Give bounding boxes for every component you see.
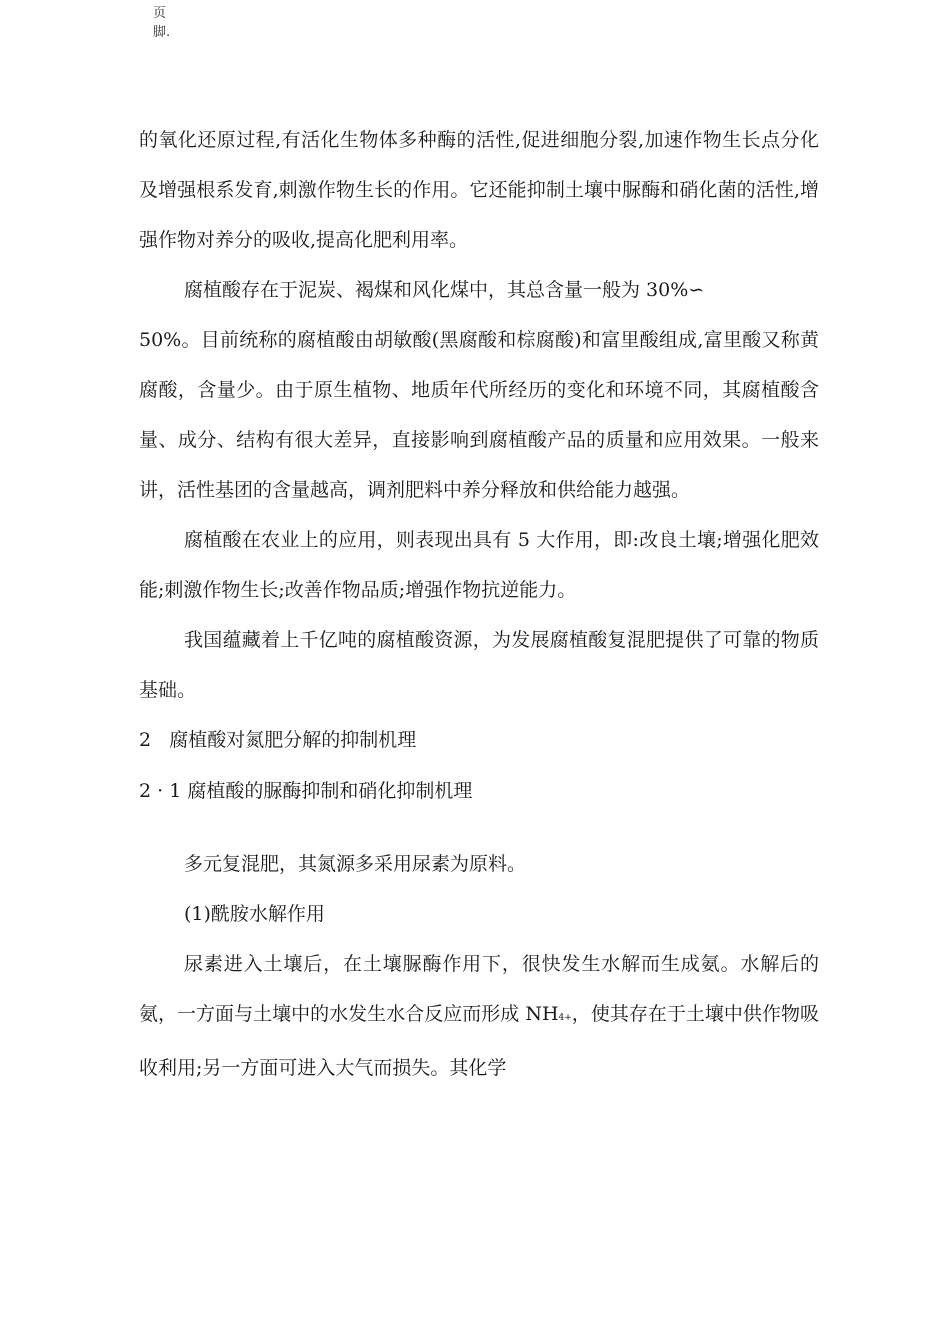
spacer [139, 817, 819, 839]
ammonium-subscript: 4+ [558, 1013, 572, 1023]
page-footer-mark [153, 4, 170, 42]
section-heading-2-1: 2 · 1 腐植酸的脲酶抑制和硝化抑制机理 [139, 780, 473, 802]
section-heading-2: 2 腐植酸对氮肥分解的抑制机理 [139, 729, 417, 751]
paragraph-amide-hydrolysis-title: (1)酰胺水解作用 [184, 903, 325, 925]
paragraph-humic-source: 50%。目前统称的腐植酸由胡敏酸(黑腐酸和棕腐酸)和富里酸组成,富里酸又称黄腐酸，含量少。由于原生植物、地质年代所经历的变化和环境不同，其腐植酸含量、成分、结构有很大差异，直接影响到腐植酸产品的质量和应用效果。一般来讲，活性基团的含量越高，调剂肥料中养分释放和供给能力越强。 [139, 329, 819, 501]
urea-text-part1: 尿素进入土壤后，在土壤脲酶作用下，很快发生水解而生成氨。水解后的氨，一方面与土壤中的水发生水合反应而形成 NH [139, 953, 819, 1025]
footer-mark-line2: 脚. [153, 25, 171, 40]
paragraph-humic-source-line1: 腐植酸存在于泥炭、褐煤和风化煤中，其总含量一般为 30%∽ [184, 279, 705, 301]
paragraph-urea-hydrolysis [139, 939, 819, 1093]
paragraph-agri-application: 腐植酸在农业上的应用，则表现出具有 5 大作用，即:改良土壤;增强化肥效能;刺激作物生长;改善作物品质;增强作物抗逆能力。 [139, 529, 819, 601]
paragraph-humic-function: 的氧化还原过程,有活化生物体多种酶的活性,促进细胞分裂,加速作物生长点分化及增强根系发育,刺激作物生长的作用。它还能抑制土壤中脲酶和硝化菌的活性,增强作物对养分的吸收,提高化肥利用率。 [139, 129, 819, 251]
paragraph-resources: 我国蕴藏着上千亿吨的腐植酸资源，为发展腐植酸复混肥提供了可靠的物质基础。 [139, 629, 819, 701]
paragraph-nitrogen-source: 多元复混肥，其氮源多采用尿素为原料。 [184, 853, 527, 875]
document-body [139, 115, 819, 1093]
footer-mark-line1: 页 [153, 6, 167, 21]
urea-text-part2: ，使其存在于土壤中供作物吸收利用;另一方面可进入大气而损失。其化学 [139, 1003, 819, 1079]
